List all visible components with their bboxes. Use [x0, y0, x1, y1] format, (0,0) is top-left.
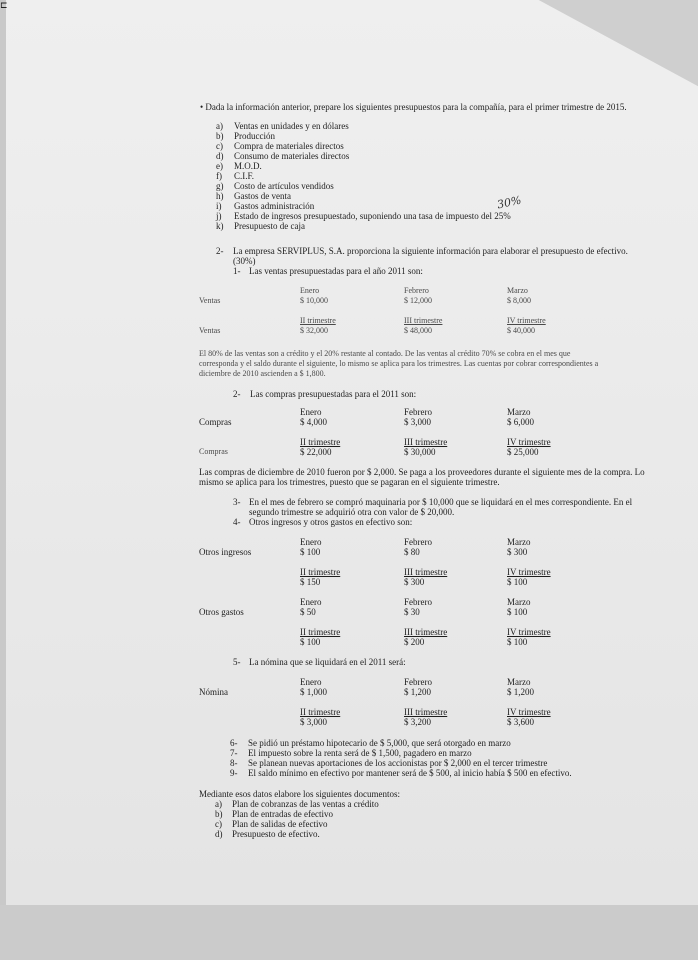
list-item: Estado de ingresos presupuestado, suponiendo una tasa de impuesto del 25% — [234, 211, 511, 221]
column-header: III trimestre — [404, 316, 443, 325]
column-header: II trimestre — [300, 437, 341, 447]
list-letter: i) — [216, 201, 222, 211]
item-text: segundo trimestre se adquirió otra con valor de $ 20,000. — [249, 507, 455, 517]
paragraph-line: Las compras de diciembre de 2010 fueron por $ 2,000. Se paga a los proveedores durante el siguiente mes de la compra. Lo — [199, 467, 645, 477]
table-value: $ 22,000 — [300, 447, 332, 457]
item-text: Se planean nuevas aportaciones de los accionistas por $ 2,000 en el tercer trimestre — [248, 758, 548, 768]
column-header: II trimestre — [300, 316, 336, 325]
column-header: IV trimestre — [507, 567, 551, 577]
table-value: $ 6,000 — [507, 417, 534, 427]
table-value: $ 150 — [300, 577, 321, 587]
column-header: Febrero — [404, 597, 432, 607]
table-value: $ 1,200 — [404, 687, 431, 697]
list-letter: d) — [216, 151, 224, 161]
list-item: Gastos administración — [234, 201, 315, 211]
list-item: Presupuesto de efectivo. — [232, 829, 320, 839]
table-value: $ 48,000 — [404, 326, 432, 335]
item-text: La nómina que se liquidará en el 2011 será: — [249, 657, 406, 667]
item-text: El saldo mínimo en efectivo por mantener será de $ 500, al inicio había $ 500 en efectivo. — [248, 768, 572, 778]
table-row-label: Ventas — [199, 326, 221, 335]
table-value: $ 3,200 — [404, 717, 431, 727]
list-letter: b) — [215, 809, 223, 819]
table-value: $ 100 — [507, 607, 528, 617]
instruction-heading: • Dada la información anterior, prepare los siguientes presupuestos para la compañía, para el primer trimestre de 2015. — [200, 102, 627, 112]
column-header: II trimestre — [300, 707, 341, 717]
list-letter: e) — [216, 161, 223, 171]
column-header: IV trimestre — [507, 627, 551, 637]
table-row-label: Otros gastos — [199, 607, 244, 617]
item-number: 5- — [233, 657, 241, 667]
list-item: Gastos de venta — [234, 191, 291, 201]
column-header: Febrero — [404, 677, 432, 687]
corner-mark: ⊏ — [0, 0, 8, 10]
item-number: 7- — [230, 748, 238, 758]
list-item: Costo de artículos vendidos — [234, 181, 334, 191]
item-number: 3- — [233, 497, 241, 507]
list-item: Ventas en unidades y en dólares — [234, 121, 349, 131]
column-header: II trimestre — [300, 627, 341, 637]
column-header: Marzo — [507, 407, 531, 417]
table-row-label: Otros ingresos — [199, 547, 252, 557]
closing-instruction: Mediante esos datos elabore los siguientes documentos: — [199, 789, 400, 799]
table-value: $ 100 — [507, 577, 528, 587]
table-row-label: Compras — [199, 417, 232, 427]
table-value: $ 100 — [300, 637, 321, 647]
column-header: III trimestre — [404, 627, 448, 637]
column-header: Febrero — [404, 286, 429, 295]
list-letter: c) — [215, 819, 222, 829]
list-item: Consumo de materiales directos — [234, 151, 350, 161]
table-value: $ 300 — [507, 547, 528, 557]
table-value: $ 12,000 — [404, 296, 432, 305]
list-item: C.I.F. — [234, 171, 255, 181]
folded-corner — [535, 0, 698, 90]
list-item: Plan de salidas de efectivo — [232, 819, 328, 829]
column-header: IV trimestre — [507, 316, 546, 325]
table-value: $ 30,000 — [404, 447, 436, 457]
column-header: Enero — [300, 677, 322, 687]
list-letter: d) — [215, 829, 223, 839]
list-letter: c) — [216, 141, 223, 151]
list-letter: k) — [216, 221, 224, 231]
column-header: Febrero — [404, 537, 432, 547]
table-value: $ 200 — [404, 637, 425, 647]
table-value: $ 3,000 — [404, 417, 431, 427]
table-value: $ 4,000 — [300, 417, 327, 427]
item-number: 6- — [230, 738, 238, 748]
table-row-label: Ventas — [199, 296, 221, 305]
table-value: $ 32,000 — [300, 326, 328, 335]
list-letter: j) — [216, 211, 222, 221]
handwritten-note: 30% — [495, 193, 523, 212]
column-header: III trimestre — [404, 437, 448, 447]
table-row-label: Nómina — [199, 687, 228, 697]
item-number: 1- — [233, 266, 241, 276]
item-number: 2- — [233, 389, 241, 399]
table-value: $ 40,000 — [507, 326, 535, 335]
item-text: Las ventas presupuestadas para el año 2011 son: — [249, 266, 423, 276]
item-text: El impuesto sobre la renta será de $ 1,500, pagadero en marzo — [248, 748, 472, 758]
table-value: $ 3,600 — [507, 717, 534, 727]
table-value: $ 25,000 — [507, 447, 539, 457]
item-text: Las compras presupuestadas para el 2011 son: — [250, 389, 417, 399]
item-number: 9- — [230, 768, 238, 778]
list-letter: a) — [215, 799, 222, 809]
table-row-label: Compras — [199, 447, 228, 456]
item-text: En el mes de febrero se compró maquinaria por $ 10,000 que se liquidará en el mes correspondiente. En el — [249, 497, 633, 507]
column-header: Marzo — [507, 286, 528, 295]
background-surface — [0, 905, 698, 960]
list-letter: b) — [216, 131, 224, 141]
table-value: $ 300 — [404, 577, 425, 587]
table-value: $ 8,000 — [507, 296, 531, 305]
table-value: $ 80 — [404, 547, 420, 557]
column-header: Marzo — [507, 537, 531, 547]
list-item: Compra de materiales directos — [234, 141, 344, 151]
table-value: $ 10,000 — [300, 296, 328, 305]
list-letter: h) — [216, 191, 224, 201]
column-header: III trimestre — [404, 707, 448, 717]
table-value: $ 1,000 — [300, 687, 327, 697]
column-header: III trimestre — [404, 567, 448, 577]
table-value: $ 100 — [507, 637, 528, 647]
item-number: 8- — [230, 758, 238, 768]
list-item: M.O.D. — [234, 161, 262, 171]
table-value: $ 3,000 — [300, 717, 327, 727]
column-header: Marzo — [507, 677, 531, 687]
column-header: Enero — [300, 286, 320, 295]
table-value: $ 1,200 — [507, 687, 534, 697]
column-header: Enero — [300, 407, 322, 417]
column-header: Febrero — [404, 407, 432, 417]
list-item: Plan de cobranzas de las ventas a crédito — [232, 799, 379, 809]
column-header: Marzo — [507, 597, 531, 607]
item-text: Se pidió un préstamo hipotecario de $ 5,000, que será otorgado en marzo — [248, 738, 511, 748]
list-letter: a) — [216, 121, 223, 131]
paragraph-line: mismo se aplica para los trimestres, puesto que se pagaran en el siguiente trimestre. — [199, 477, 500, 487]
problem-number: 2- — [216, 246, 224, 256]
item-text: Otros ingresos y otros gastos en efectivo son: — [249, 517, 413, 527]
problem-weight: (30%) — [233, 256, 256, 266]
paragraph-line: corresponda y el saldo durante el siguiente, lo mismo se aplica para los trimestres. Las cuentas por cobrar correspondientes a — [199, 359, 599, 368]
column-header: IV trimestre — [507, 437, 551, 447]
paragraph-line: diciembre de 2010 ascienden a $ 1,800. — [199, 369, 326, 378]
problem-statement: La empresa SERVIPLUS, S.A. proporciona la siguiente información para elaborar el presupuesto de efectivo. — [233, 246, 628, 256]
table-value: $ 100 — [300, 547, 321, 557]
table-value: $ 50 — [300, 607, 316, 617]
list-letter: f) — [216, 171, 222, 181]
column-header: IV trimestre — [507, 707, 551, 717]
table-value: $ 30 — [404, 607, 420, 617]
column-header: Enero — [300, 597, 322, 607]
list-item: Presupuesto de caja — [234, 221, 305, 231]
paragraph-line: El 80% de las ventas son a crédito y el 20% restante al contado. De las ventas al crédito 70% se cobra en el mes que — [199, 349, 571, 358]
list-letter: g) — [216, 181, 224, 191]
list-item: Producción — [234, 131, 275, 141]
column-header: Enero — [300, 537, 322, 547]
list-item: Plan de entradas de efectivo — [232, 809, 333, 819]
column-header: II trimestre — [300, 567, 341, 577]
item-number: 4- — [233, 517, 241, 527]
